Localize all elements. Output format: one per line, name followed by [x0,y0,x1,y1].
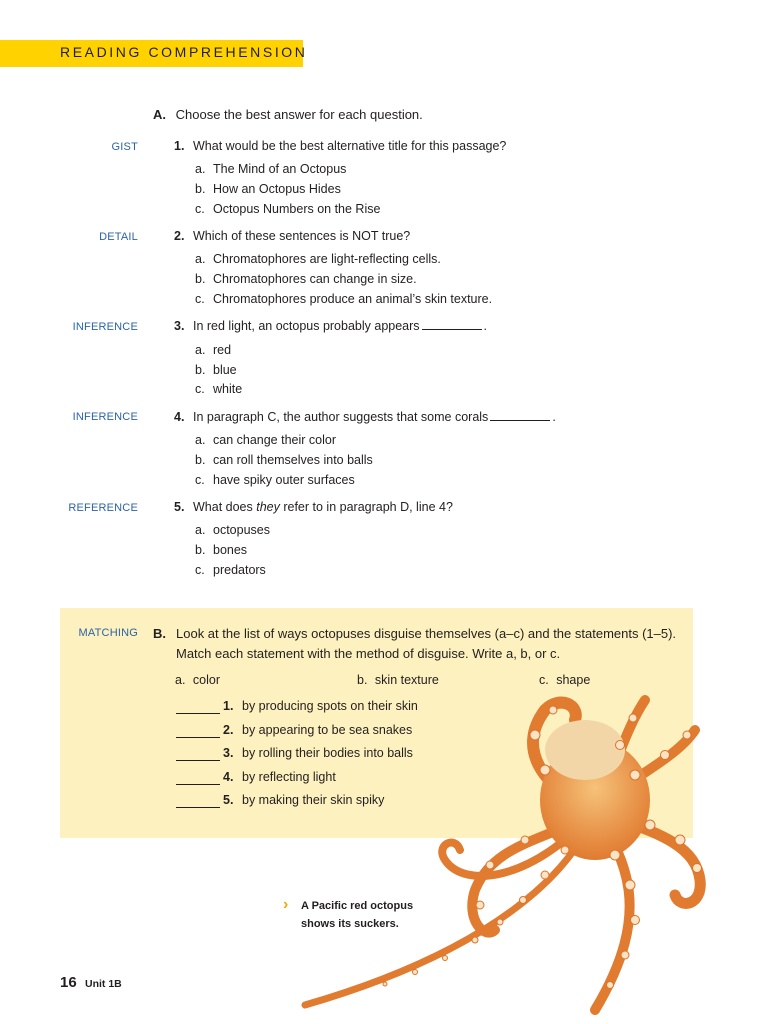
question-label: INFERENCE [72,321,138,333]
caption-line: shows its suckers. [301,918,399,930]
option-letter: b. [195,543,206,557]
question-text: Which of these sentences is NOT true? [193,229,411,243]
option-letter: a. [195,252,206,266]
question-text-line [193,500,453,514]
option-text[interactable]: Chromatophores can change in size. [213,272,417,286]
section-a-letter: A. [153,107,166,122]
option-text[interactable]: How an Octopus Hides [213,182,341,196]
option-text[interactable]: Chromatophores are light-reflecting cells. [213,252,441,266]
match-blank[interactable] [176,807,220,808]
question-text: In paragraph C, the author suggests that some corals [193,410,489,424]
option-text[interactable]: Octopus Numbers on the Rise [213,202,381,216]
match-blank[interactable] [176,737,220,738]
option-text[interactable]: blue [213,363,237,377]
method-text: skin texture [374,673,439,687]
option-letter: b. [195,272,206,286]
statement-number: 4. [223,770,234,784]
photo-caption [301,897,413,933]
method-letter: a. [175,673,186,687]
section-b-instruction: Look at the list of ways octopuses disguise themselves (a–c) and the statements (1–5). Match each statement with the method of disguise. Write a, b, or c. [176,626,677,661]
statement-text: by producing spots on their skin [242,699,418,713]
option-letter: c. [195,202,205,216]
option-text[interactable]: white [213,382,243,396]
option-letter: a. [195,523,206,537]
question-label: GIST [111,141,138,153]
answer-blank[interactable] [490,410,550,421]
option-letter: b. [195,182,206,196]
option-text[interactable]: can change their color [213,433,336,447]
option-text[interactable]: The Mind of an Octopus [213,162,347,176]
matching-label: MATCHING [78,627,138,639]
statement-text: by making their skin spiky [242,793,385,807]
page-number: 16 [60,974,77,991]
option-letter: c. [195,563,205,577]
option-text[interactable]: Chromatophores produce an animal’s skin texture. [213,292,493,306]
statement-number: 1. [223,699,234,713]
statement-text: by appearing to be sea snakes [242,723,413,737]
question-label: DETAIL [99,231,138,243]
section-a-heading [153,107,423,122]
method-b [357,673,439,687]
match-blank[interactable] [176,760,220,761]
match-blank[interactable] [176,713,220,714]
question-text-italic: they [256,500,280,514]
method-letter: c. [539,673,549,687]
question-text: In red light, an octopus probably appears [193,319,420,333]
option-text[interactable]: predators [213,563,266,577]
section-b-letter: B. [153,626,166,641]
match-blank[interactable] [176,784,220,785]
option-text[interactable]: red [213,343,232,357]
question-text-end: . [483,319,488,333]
method-text: shape [556,673,591,687]
question-label: INFERENCE [72,411,138,423]
question-number: 3. [174,319,185,333]
option-letter: c. [195,382,205,396]
question-text-end: . [552,410,556,424]
question-number: 4. [174,410,185,424]
octopus-photo [295,690,715,1015]
option-letter: b. [195,453,206,467]
option-letter: b. [195,363,206,377]
option-letter: a. [195,343,206,357]
question-text: What does [193,500,257,514]
answer-blank[interactable] [422,319,482,330]
question-number: 1. [174,139,185,153]
question-text: What would be the best alternative title for this passage? [193,139,507,153]
option-text[interactable]: bones [213,543,248,557]
option-letter: a. [195,433,206,447]
unit-label: Unit 1B [85,978,122,990]
question-text-rest: refer to in paragraph D, line 4? [279,500,453,514]
question-label: REFERENCE [68,502,138,514]
statement-number: 2. [223,723,234,737]
section-a-instruction: Choose the best answer for each question. [175,107,423,122]
statement-text: by reflecting light [242,770,336,784]
caption-chevron-icon: › [283,896,289,913]
option-text[interactable]: can roll themselves into balls [213,453,373,467]
question-text-line [193,319,487,333]
method-text: color [192,673,221,687]
option-text[interactable]: have spiky outer surfaces [213,473,355,487]
method-a [175,673,220,687]
caption-line: A Pacific red octopus [301,900,414,912]
question-number: 5. [174,500,185,514]
option-letter: c. [195,292,205,306]
method-c [539,673,590,687]
question-number: 2. [174,229,185,243]
method-letter: b. [357,673,368,687]
option-text[interactable]: octopuses [213,523,270,537]
statement-text: by rolling their bodies into balls [242,746,413,760]
statement-number: 5. [223,793,234,807]
option-letter: a. [195,162,206,176]
banner-title: READING COMPREHENSION [60,44,308,60]
option-letter: c. [195,473,205,487]
question-text-line [193,410,556,424]
statement-number: 3. [223,746,234,760]
